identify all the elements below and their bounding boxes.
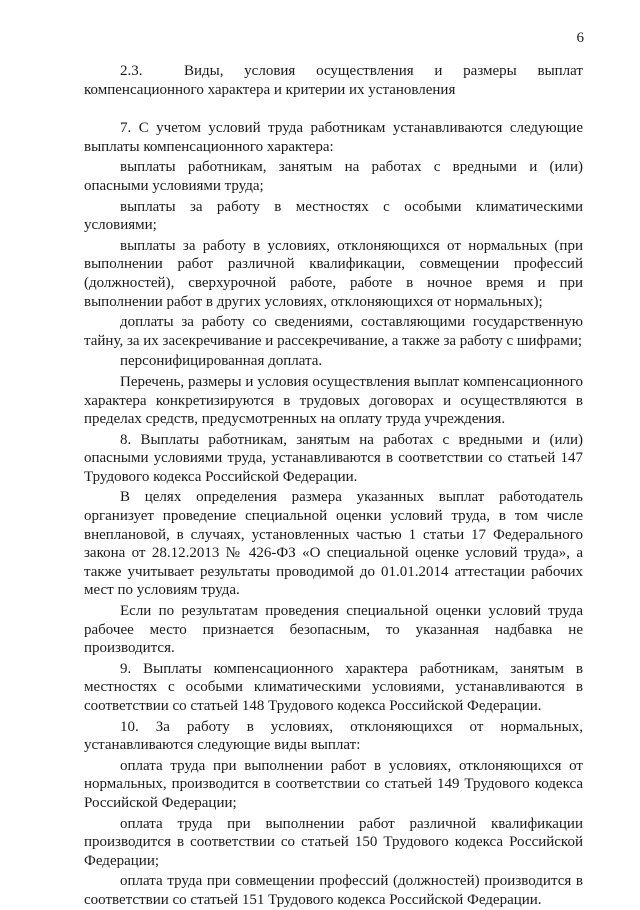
list-item-article-149: оплата труда при выполнении работ в условиях, отклоняющихся от нормальных, производится в соответствии со статьей 149 Трудового кодекса Российской Федерации;: [84, 757, 583, 811]
list-item-abnormal-conditions: выплаты за работу в условиях, отклоняющихся от нормальных (при выполнении работ различной квалификации, совмещении профессий (должностей), сверхурочной работе, работе в ночное время и при выполнении работ в других условиях, отклоняющихся от нормальных);: [84, 237, 583, 310]
paragraph-10: 10. За работу в условиях, отклоняющихся от нормальных, устанавливаются следующие виды выплат:: [84, 718, 583, 754]
list-item-state-secret: доплаты за работу со сведениями, составляющими государственную тайну, за их засекречивание и рассекречивание, а также за работу с шифрами;: [84, 314, 583, 349]
document-body: [84, 62, 583, 910]
list-item-climatic-conditions: выплаты за работу в местностях с особыми климатическими условиями;: [84, 198, 583, 234]
list-item-harmful-conditions: выплаты работникам, занятым на работах с вредными и (или) опасными условиями труда;: [84, 159, 583, 194]
paragraph-9: 9. Выплаты компенсационного характера работникам, занятым в местностях с особыми климатическими условиями, устанавливаются в соответствии со статьей 148 Трудового кодекса Российской Федерации.: [84, 660, 583, 714]
list-item-personalized-payment: персонифицированная доплата.: [120, 353, 323, 370]
section-heading: 2.3. Виды, условия осуществления и размеры выплат компенсационного характера и критерии их установления: [84, 63, 583, 98]
page-number: 6: [576, 30, 584, 46]
list-item-article-151: оплата труда при совмещении профессий (должностей) производится в соответствии со статьей 151 Трудового кодекса Российской Федерации.: [84, 873, 583, 908]
paragraph-special-assessment: В целях определения размера указанных выплат работодатель организует проведение специальной оценки условий труда, в том числе внеплановой, в случаях, установленных частью 1 статьи 17 Федерального закона от 28.12.2013 № 426-ФЗ «О специальной оценке условий труда», а также учитывает результаты проводимой до 01.01.2014 аттестации рабочих мест по условиям труда.: [84, 489, 583, 599]
paragraph-safe-workplace: Если по результатам проведения специальной оценки условий труда рабочее место признается безопасным, то указанная надбавка не производится.: [84, 603, 583, 657]
paragraph-7-intro: 7. С учетом условий труда работникам устанавливаются следующие выплаты компенсационного характера:: [84, 120, 583, 155]
list-item-article-150: оплата труда при выполнении работ различной квалификации производится в соответствии со статьей 150 Трудового кодекса Российской Федерации;: [84, 815, 583, 869]
paragraph-list-details: Перечень, размеры и условия осуществления выплат компенсационного характера конкретизируются в трудовых договорах и осуществляются в пределах средств, предусмотренных на оплату труда учреждения.: [84, 373, 583, 428]
paragraph-8: 8. Выплаты работникам, занятым на работах с вредными и (или) опасными условиями труда, устанавливаются в соответствии со статьей 147 Трудового кодекса Российской Федерации.: [84, 431, 583, 485]
